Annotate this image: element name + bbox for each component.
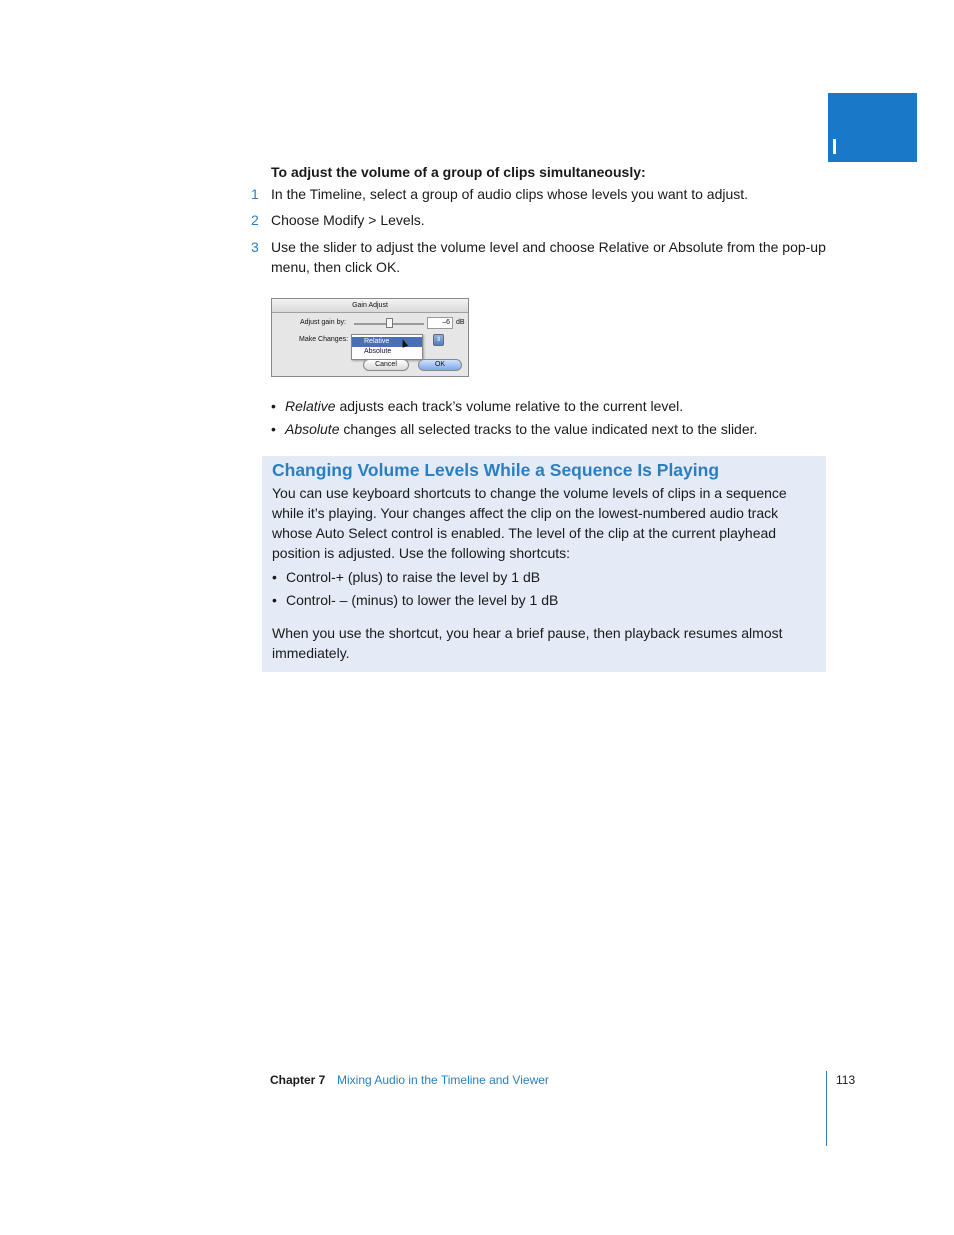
bullet-dot: • — [271, 421, 276, 437]
gain-value-field: –6 — [427, 317, 453, 329]
menu-option-absolute: Absolute — [364, 348, 392, 355]
step-text: Choose Modify > Levels. — [271, 212, 425, 228]
tab-marker-bar — [833, 139, 836, 154]
bullet-term: Relative — [285, 398, 336, 414]
bullet-dot: • — [272, 569, 277, 585]
dialog-title: Gain Adjust — [272, 299, 468, 313]
gain-label: Adjust gain by: — [300, 319, 346, 326]
make-changes-popup-menu — [351, 334, 423, 360]
changes-label: Make Changes: — [299, 336, 349, 343]
shortcut-text: Control- – (minus) to lower the level by 1 dB — [286, 592, 559, 608]
page-number: 113 — [836, 1073, 856, 1087]
gain-slider-thumb — [386, 318, 393, 328]
bullet-dot: • — [272, 592, 277, 608]
bullet-dot: • — [271, 398, 276, 414]
bullet-text: adjusts each track’s volume relative to the current level. — [335, 398, 684, 414]
footer-divider — [826, 1071, 827, 1146]
cancel-button: Cancel — [363, 359, 409, 371]
section-heading: Changing Volume Levels While a Sequence Is Playing — [272, 460, 720, 480]
bullet-term: Absolute — [285, 421, 340, 437]
popup-arrows-icon: ⇕ — [433, 334, 444, 346]
bullet-text: changes all selected tracks to the value indicated next to the slider. — [339, 421, 758, 437]
task-heading: To adjust the volume of a group of clips simultaneously: — [271, 164, 646, 180]
gain-unit: dB — [456, 319, 465, 326]
note-closing: When you use the shortcut, you hear a brief pause, then playback resumes almost immediately. — [272, 625, 783, 661]
note-paragraph: You can use keyboard shortcuts to change the volume levels of clips in a sequence while it’s playing. Your changes affect the clip on the lowest-numbered audio track whose Auto Select control is enabled. The level of the clip at the current playhead position is adjusted. Use the following shortcuts: — [272, 485, 787, 561]
ok-button: OK — [418, 359, 462, 371]
shortcut-text: Control-+ (plus) to raise the level by 1 dB — [286, 569, 541, 585]
footer-chapter-title: Mixing Audio in the Timeline and Viewer — [337, 1073, 549, 1087]
step-number: 3 — [251, 239, 259, 255]
footer-chapter: Chapter 7 — [270, 1073, 326, 1087]
step-text: Use the slider to adjust the volume level and choose Relative or Absolute from the pop-up menu, then click OK. — [271, 239, 826, 275]
step-number: 1 — [251, 186, 259, 202]
menu-option-relative: Relative — [352, 337, 422, 347]
step-text: In the Timeline, select a group of audio clips whose levels you want to adjust. — [271, 186, 749, 202]
gain-adjust-dialog-screenshot — [271, 298, 469, 377]
chapter-tab-marker — [828, 93, 917, 162]
step-number: 2 — [251, 212, 259, 228]
